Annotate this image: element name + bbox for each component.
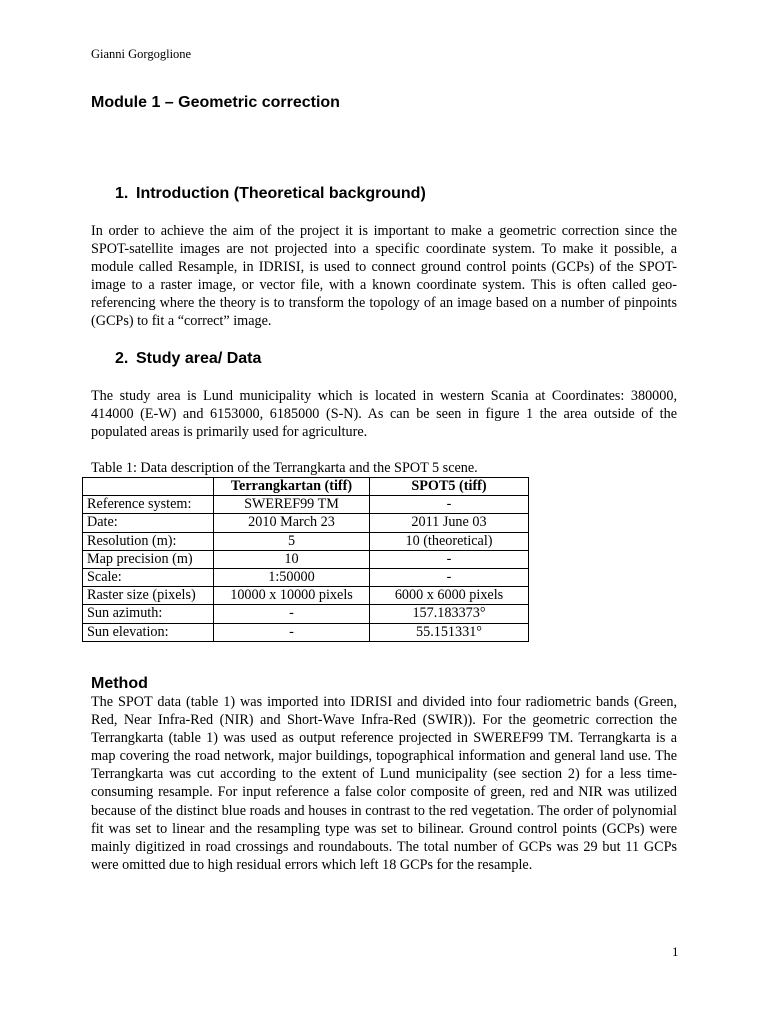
table-row (83, 550, 529, 568)
table-cell: Sun azimuth: (83, 605, 214, 623)
table-row (83, 587, 529, 605)
table-row (83, 532, 529, 550)
module-title: Module 1 – Geometric correction (91, 94, 340, 111)
table-row (83, 605, 529, 623)
section-2-paragraph: The study area is Lund municipality which is located in western Scania at Coordinates: 380000, 414000 (E-W) and 6153000, 6185000 (S-N). As can be seen in figure 1 the area outside of the populated areas is primarily used for agriculture. (91, 388, 677, 441)
table-header-cell: Terrangkartan (tiff) (214, 478, 370, 496)
section-1-paragraph: In order to achieve the aim of the project it is important to make a geometric correction since the SPOT-satellite images are not projected into a specific coordinate system. To make it possible, a module called Resample, in IDRISI, is used to connect ground control points (GCPs) of the SPOT-image to a raster image, or vector file, with a known coordinate system. This is often called geo-referencing where the theory is to transform the topology of an image based on a number of pinpoints (GCPs) to fit a “correct” image. (91, 223, 677, 330)
table-cell: 1:50000 (214, 568, 370, 586)
header-author: Gianni Gorgoglione (91, 47, 192, 61)
table-cell: 10 (theoretical) (370, 532, 529, 550)
section-2-number: 2. (115, 350, 129, 367)
table-cell: - (370, 496, 529, 514)
table-header-cell (83, 478, 214, 496)
section-1-title: Introduction (Theoretical background) (136, 185, 426, 202)
table-cell: Map precision (m) (83, 550, 214, 568)
table-row (83, 496, 529, 514)
table-cell: 157.183373° (370, 605, 529, 623)
table-row (83, 568, 529, 586)
table-caption: Table 1: Data description of the Terrangkarta and the SPOT 5 scene. (91, 460, 478, 476)
table-cell: Sun elevation: (83, 623, 214, 641)
section-2-title: Study area/ Data (136, 350, 262, 367)
table-cell: 6000 x 6000 pixels (370, 587, 529, 605)
section-1-heading (115, 185, 426, 203)
table-row (83, 623, 529, 641)
section-2-heading (115, 350, 261, 368)
table-cell: - (214, 605, 370, 623)
table-cell: 10000 x 10000 pixels (214, 587, 370, 605)
table-cell: - (370, 568, 529, 586)
table-cell: 2010 March 23 (214, 514, 370, 532)
table-header-cell: SPOT5 (tiff) (370, 478, 529, 496)
table-cell: - (214, 623, 370, 641)
table-row (83, 514, 529, 532)
table-cell: 55.151331° (370, 623, 529, 641)
table-cell: Date: (83, 514, 214, 532)
table-header-row (83, 478, 529, 496)
table-cell: SWEREF99 TM (214, 496, 370, 514)
method-heading: Method (91, 675, 148, 692)
table-cell: 2011 June 03 (370, 514, 529, 532)
method-paragraph: The SPOT data (table 1) was imported into IDRISI and divided into four radiometric bands (Green, Red, Near Infra-Red (NIR) and Short-Wave Infra-Red (SWIR)). For the geometric correction the Terrangkarta (table 1) was used as output reference projected in SWEREF99 TM. Terrangkarta is a map covering the road network, major buildings, topographical information and general land use. The Terrangkarta was cut according to the extent of Lund municipality (see section 2) for a less time-consuming resample. For input reference a false color composite of green, red and NIR was utilized because of the distinct blue roads and houses in contrast to the red vegetation. The order of polynomial fit was set to linear and the resampling type was set to bilinear. Ground control points (GCPs) were mainly digitized in road crossings and roundabouts. The total number of GCPs was 29 but 11 GCPs were omitted due to high residual errors which left 18 GCPs for the resample. (91, 694, 677, 873)
table-cell: Scale: (83, 568, 214, 586)
table-cell: Resolution (m): (83, 532, 214, 550)
table-cell: Reference system: (83, 496, 214, 514)
page-number: 1 (672, 944, 679, 959)
table-cell: - (370, 550, 529, 568)
data-table (82, 477, 529, 642)
table-cell: Raster size (pixels) (83, 587, 214, 605)
section-1-number: 1. (115, 185, 129, 202)
table-cell: 10 (214, 550, 370, 568)
table-cell: 5 (214, 532, 370, 550)
